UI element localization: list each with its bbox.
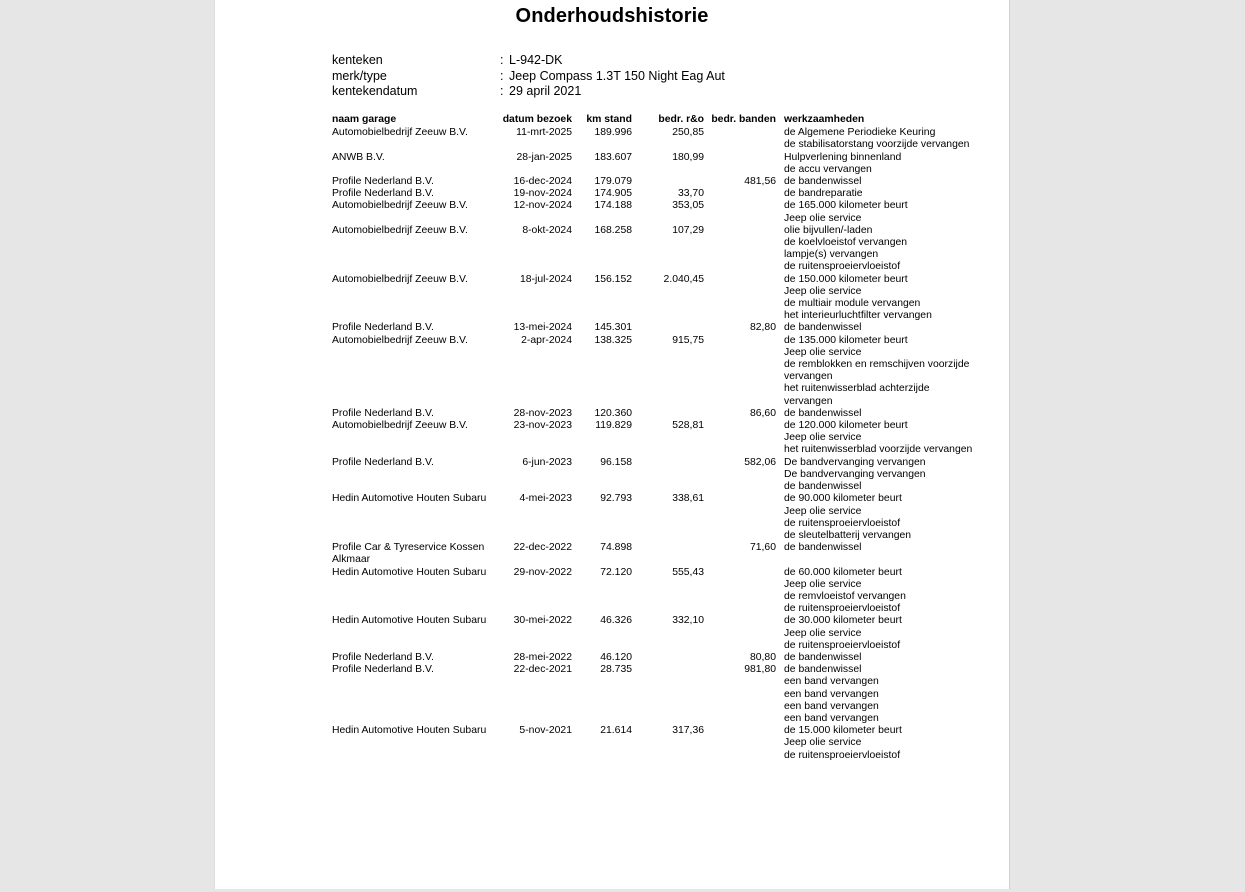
work-item: de multiair module vervangen xyxy=(784,298,921,310)
work-cell xyxy=(776,200,980,224)
header-banden: bedr. banden xyxy=(711,114,776,125)
ro-amount-cell: 250,85 xyxy=(672,127,704,139)
work-item: een band vervangen xyxy=(784,700,879,712)
garage-cell: ANWB B.V. xyxy=(332,151,385,163)
garage-cell: Hedin Automotive Houten Subaru xyxy=(332,615,487,627)
km-cell: 138.325 xyxy=(594,334,632,346)
work-item: de accu vervangen xyxy=(784,163,872,175)
table-row xyxy=(332,542,992,566)
detail-value: L-942-DK xyxy=(509,53,563,67)
garage-cell: Profile Nederland B.V. xyxy=(332,456,434,468)
table-row xyxy=(332,457,992,494)
work-item: de bandenwissel xyxy=(784,651,862,663)
ro-amount-cell: 528,81 xyxy=(672,420,704,432)
date-cell: 22-dec-2022 xyxy=(513,542,572,554)
work-item: de 60.000 kilometer beurt xyxy=(784,566,902,578)
work-cell xyxy=(776,542,980,554)
ro-amount-cell: 338,61 xyxy=(672,493,704,505)
km-cell: 28.735 xyxy=(600,664,632,676)
table-row xyxy=(332,615,992,652)
tyre-amount-cell: 82,80 xyxy=(749,322,776,334)
work-item: De bandvervanging vervangen xyxy=(784,456,926,468)
work-item: Hulpverlening binnenland xyxy=(784,151,902,163)
work-item: het ruitenwisserblad achterzijde vervangen xyxy=(784,383,930,407)
table-row xyxy=(332,322,992,334)
work-item: een band vervangen xyxy=(784,712,879,724)
date-cell: 28-jan-2025 xyxy=(516,151,572,163)
tyre-amount-cell: 86,60 xyxy=(749,407,776,419)
work-item: de bandenwissel xyxy=(784,481,862,493)
date-cell: 30-mei-2022 xyxy=(513,615,572,627)
work-item: het interieurluchtfilter vervangen xyxy=(784,310,932,322)
detail-label: kentekendatum xyxy=(332,84,418,98)
vehicle-detail-row xyxy=(332,84,725,100)
date-cell: 23-nov-2023 xyxy=(513,420,572,432)
table-row xyxy=(332,725,992,762)
km-cell: 174.905 xyxy=(594,188,632,200)
garage-cell: Automobielbedrijf Zeeuw B.V. xyxy=(332,127,468,139)
ro-amount-cell: 555,43 xyxy=(672,566,704,578)
km-cell: 74.898 xyxy=(600,542,632,554)
work-cell xyxy=(776,664,980,725)
garage-cell: Automobielbedrijf Zeeuw B.V. xyxy=(332,200,468,212)
detail-separator: : xyxy=(500,53,504,67)
date-cell: 18-jul-2024 xyxy=(520,273,572,285)
date-cell: 13-mei-2024 xyxy=(513,322,572,334)
garage-cell: Profile Nederland B.V. xyxy=(332,651,434,663)
ro-amount-cell: 317,36 xyxy=(672,725,704,737)
work-item: de remblokken en remschijven voorzijde vervangen xyxy=(784,359,970,383)
work-item: de 30.000 kilometer beurt xyxy=(784,615,902,627)
date-cell: 2-apr-2024 xyxy=(521,334,572,346)
work-item: de ruitensproeiervloeistof xyxy=(784,603,901,615)
work-cell xyxy=(776,152,980,176)
work-cell xyxy=(776,188,980,200)
work-cell xyxy=(776,567,980,616)
work-cell xyxy=(776,725,980,762)
work-item: Jeep olie service xyxy=(784,432,862,444)
table-row xyxy=(332,274,992,323)
work-cell xyxy=(776,493,980,542)
table-row xyxy=(332,152,992,176)
date-cell: 22-dec-2021 xyxy=(513,664,572,676)
work-item: de 15.000 kilometer beurt xyxy=(784,725,902,737)
detail-label: merk/type xyxy=(332,68,387,83)
date-cell: 19-nov-2024 xyxy=(513,188,572,200)
date-cell: 4-mei-2023 xyxy=(519,493,572,505)
work-item: Jeep olie service xyxy=(784,627,862,639)
table-row xyxy=(332,567,992,616)
table-header xyxy=(332,114,992,126)
work-item: Jeep olie service xyxy=(784,285,862,297)
work-cell xyxy=(776,225,980,274)
km-cell: 174.188 xyxy=(594,200,632,212)
km-cell: 21.614 xyxy=(600,725,632,737)
km-cell: 189.996 xyxy=(594,127,632,139)
table-row xyxy=(332,188,992,200)
table-row xyxy=(332,225,992,274)
garage-cell: Automobielbedrijf Zeeuw B.V. xyxy=(332,224,468,236)
date-cell: 6-jun-2023 xyxy=(522,456,572,468)
date-cell: 16-dec-2024 xyxy=(513,176,572,188)
page-title: Onderhoudshistorie xyxy=(515,5,709,27)
work-item: lampje(s) vervangen xyxy=(784,249,879,261)
work-item: Jeep olie service xyxy=(784,578,862,590)
work-item: de bandenwissel xyxy=(784,322,862,334)
work-item: de bandenwissel xyxy=(784,664,862,676)
vehicle-details xyxy=(332,53,725,100)
work-item: De bandvervanging vervangen xyxy=(784,468,926,480)
work-item: de ruitensproeiervloeistof xyxy=(784,517,901,529)
ro-amount-cell: 332,10 xyxy=(672,615,704,627)
date-cell: 29-nov-2022 xyxy=(513,566,572,578)
work-item: de bandreparatie xyxy=(784,188,863,200)
work-item: de ruitensproeiervloeistof xyxy=(784,639,901,651)
ro-amount-cell: 353,05 xyxy=(672,200,704,212)
header-datum: datum bezoek xyxy=(502,114,572,125)
work-item: de sleutelbatterij vervangen xyxy=(784,529,912,541)
date-cell: 5-nov-2021 xyxy=(519,725,572,737)
work-cell xyxy=(776,652,980,664)
work-item: een band vervangen xyxy=(784,676,879,688)
garage-cell: Profile Nederland B.V. xyxy=(332,664,434,676)
ro-amount-cell: 107,29 xyxy=(672,224,704,236)
work-item: het ruitenwisserblad voorzijde vervangen xyxy=(784,444,973,456)
work-item: de remvloeistof vervangen xyxy=(784,590,906,602)
work-cell xyxy=(776,322,980,334)
garage-cell: Profile Car & Tyreservice Kossen Alkmaar xyxy=(332,542,485,566)
work-cell xyxy=(776,420,980,457)
table-row xyxy=(332,127,992,151)
garage-cell: Automobielbedrijf Zeeuw B.V. xyxy=(332,420,468,432)
table-row xyxy=(332,408,992,420)
km-cell: 156.152 xyxy=(594,273,632,285)
detail-value: 29 april 2021 xyxy=(509,84,582,98)
work-item: de koelvloeistof vervangen xyxy=(784,237,908,249)
garage-cell: Profile Nederland B.V. xyxy=(332,407,434,419)
ro-amount-cell: 180,99 xyxy=(672,151,704,163)
detail-separator: : xyxy=(500,84,504,98)
work-cell xyxy=(776,335,980,408)
tyre-amount-cell: 71,60 xyxy=(749,542,776,554)
tyre-amount-cell: 582,06 xyxy=(744,456,776,468)
table-row xyxy=(332,420,992,457)
date-cell: 11-mrt-2025 xyxy=(516,127,572,139)
work-cell xyxy=(776,176,980,188)
work-item: de 150.000 kilometer beurt xyxy=(784,273,908,285)
work-item: de stabilisatorstang voorzijde vervangen xyxy=(784,139,970,151)
table-row xyxy=(332,664,992,725)
header-ro: bedr. r&o xyxy=(658,114,704,125)
table-row xyxy=(332,493,992,542)
maintenance-table xyxy=(332,114,992,762)
km-cell: 46.326 xyxy=(600,615,632,627)
work-cell xyxy=(776,615,980,652)
work-item: Jeep olie service xyxy=(784,505,862,517)
ro-amount-cell: 33,70 xyxy=(677,188,704,200)
header-km: km stand xyxy=(586,114,632,125)
work-item: Jeep olie service xyxy=(784,346,862,358)
tyre-amount-cell: 481,56 xyxy=(744,176,776,188)
work-cell xyxy=(776,274,980,323)
work-item: olie bijvullen/-laden xyxy=(784,224,873,236)
garage-cell: Hedin Automotive Houten Subaru xyxy=(332,566,487,578)
work-item: de Algemene Periodieke Keuring xyxy=(784,127,936,139)
detail-label: kenteken xyxy=(332,53,383,67)
header-werk: werkzaamheden xyxy=(784,114,865,125)
garage-cell: Hedin Automotive Houten Subaru xyxy=(332,725,487,737)
table-row xyxy=(332,652,992,664)
work-item: een band vervangen xyxy=(784,688,879,700)
ro-amount-cell: 2.040,45 xyxy=(663,273,704,285)
work-item: de 120.000 kilometer beurt xyxy=(784,420,908,432)
ro-amount-cell: 915,75 xyxy=(672,334,704,346)
table-row xyxy=(332,335,992,408)
garage-cell: Profile Nederland B.V. xyxy=(332,176,434,188)
garage-cell: Profile Nederland B.V. xyxy=(332,188,434,200)
work-item: de 90.000 kilometer beurt xyxy=(784,493,902,505)
table-row xyxy=(332,200,992,224)
work-item: Jeep olie service xyxy=(784,737,862,749)
work-item: de bandenwissel xyxy=(784,407,862,419)
km-cell: 96.158 xyxy=(600,456,632,468)
garage-cell: Automobielbedrijf Zeeuw B.V. xyxy=(332,334,468,346)
vehicle-detail-row xyxy=(332,53,725,69)
table-body xyxy=(332,127,992,762)
work-cell xyxy=(776,127,980,151)
date-cell: 28-mei-2022 xyxy=(513,651,572,663)
document-page xyxy=(214,0,1010,889)
km-cell: 145.301 xyxy=(594,322,632,334)
km-cell: 46.120 xyxy=(600,651,632,663)
detail-separator: : xyxy=(500,68,504,83)
garage-cell: Automobielbedrijf Zeeuw B.V. xyxy=(332,273,468,285)
garage-cell: Hedin Automotive Houten Subaru xyxy=(332,493,487,505)
detail-value: Jeep Compass 1.3T 150 Night Eag Aut xyxy=(509,68,725,83)
work-item: de ruitensproeiervloeistof xyxy=(784,261,901,273)
km-cell: 119.829 xyxy=(595,420,632,432)
km-cell: 92.793 xyxy=(600,493,632,505)
tyre-amount-cell: 981,80 xyxy=(744,664,776,676)
work-item: de 165.000 kilometer beurt xyxy=(784,200,908,212)
table-row xyxy=(332,176,992,188)
km-cell: 72.120 xyxy=(600,566,632,578)
garage-cell: Profile Nederland B.V. xyxy=(332,322,434,334)
km-cell: 168.258 xyxy=(594,224,632,236)
work-item: de bandenwissel xyxy=(784,542,862,554)
work-item: de 135.000 kilometer beurt xyxy=(784,334,908,346)
tyre-amount-cell: 80,80 xyxy=(749,651,776,663)
vehicle-detail-row xyxy=(332,69,725,85)
work-cell xyxy=(776,457,980,494)
date-cell: 8-okt-2024 xyxy=(522,224,572,236)
date-cell: 12-nov-2024 xyxy=(513,200,572,212)
header-garage: naam garage xyxy=(332,114,397,125)
work-item: de ruitensproeiervloeistof xyxy=(784,749,901,761)
km-cell: 120.360 xyxy=(594,407,632,419)
date-cell: 28-nov-2023 xyxy=(513,407,572,419)
km-cell: 183.607 xyxy=(594,151,632,163)
work-cell xyxy=(776,408,980,420)
work-item: de bandenwissel xyxy=(784,176,862,188)
km-cell: 179.079 xyxy=(594,176,632,188)
work-item: Jeep olie service xyxy=(784,212,862,224)
